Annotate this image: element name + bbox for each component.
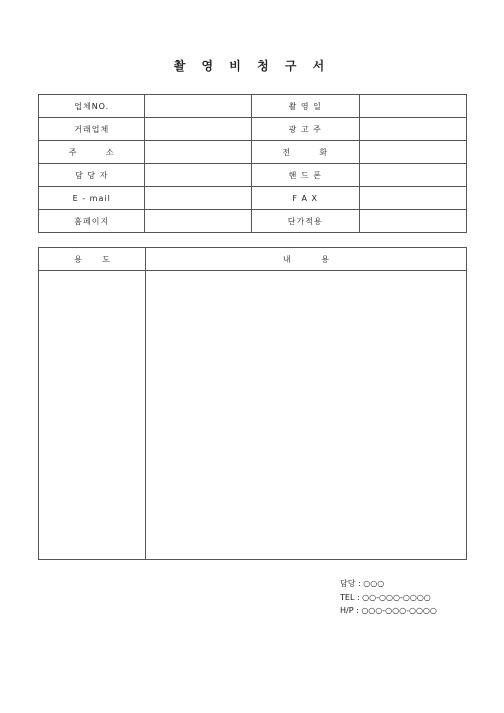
label-phone: 전 화 xyxy=(251,141,359,164)
contact-person: 담당 : ○○○ xyxy=(340,579,385,588)
info-row xyxy=(39,141,467,164)
contact-footer xyxy=(340,577,437,618)
value-company-no[interactable] xyxy=(145,95,251,118)
label-address: 주 소 xyxy=(39,141,145,164)
label-advertiser: 광 고 주 xyxy=(251,118,359,141)
header-usage: 용 도 xyxy=(39,248,146,271)
label-manager: 담 당 자 xyxy=(39,164,145,187)
value-homepage[interactable] xyxy=(145,210,251,233)
value-email[interactable] xyxy=(145,187,251,210)
label-mobile: 핸 드 폰 xyxy=(251,164,359,187)
info-row xyxy=(39,187,467,210)
usage-table xyxy=(38,247,467,560)
value-client[interactable] xyxy=(145,118,251,141)
value-manager[interactable] xyxy=(145,164,251,187)
usage-body-row xyxy=(39,271,467,560)
header-content: 내 용 xyxy=(146,248,467,271)
contact-hp: H/P : ○○○-○○○-○○○○ xyxy=(340,606,437,615)
value-shoot-date[interactable] xyxy=(359,95,466,118)
document-title: 촬 영 비 청 구 서 xyxy=(173,59,331,73)
label-company-no: 업체NO. xyxy=(39,95,145,118)
value-advertiser[interactable] xyxy=(359,118,466,141)
usage-cell[interactable] xyxy=(39,271,146,560)
usage-header-row xyxy=(39,248,467,271)
info-row xyxy=(39,210,467,233)
value-phone[interactable] xyxy=(359,141,466,164)
label-email: E - mail xyxy=(39,187,145,210)
info-row xyxy=(39,95,467,118)
value-mobile[interactable] xyxy=(359,164,466,187)
value-unit-price[interactable] xyxy=(359,210,466,233)
label-fax: F A X xyxy=(251,187,359,210)
label-client: 거래업체 xyxy=(39,118,145,141)
label-shoot-date: 촬 영 일 xyxy=(251,95,359,118)
contact-tel: TEL : ○○-○○○-○○○○ xyxy=(340,592,431,602)
info-row xyxy=(39,164,467,187)
info-row xyxy=(39,118,467,141)
label-unit-price: 단가적용 xyxy=(251,210,359,233)
content-cell[interactable] xyxy=(146,271,467,560)
label-homepage: 홈페이지 xyxy=(39,210,145,233)
value-fax[interactable] xyxy=(359,187,466,210)
info-table xyxy=(38,94,467,233)
value-address[interactable] xyxy=(145,141,251,164)
